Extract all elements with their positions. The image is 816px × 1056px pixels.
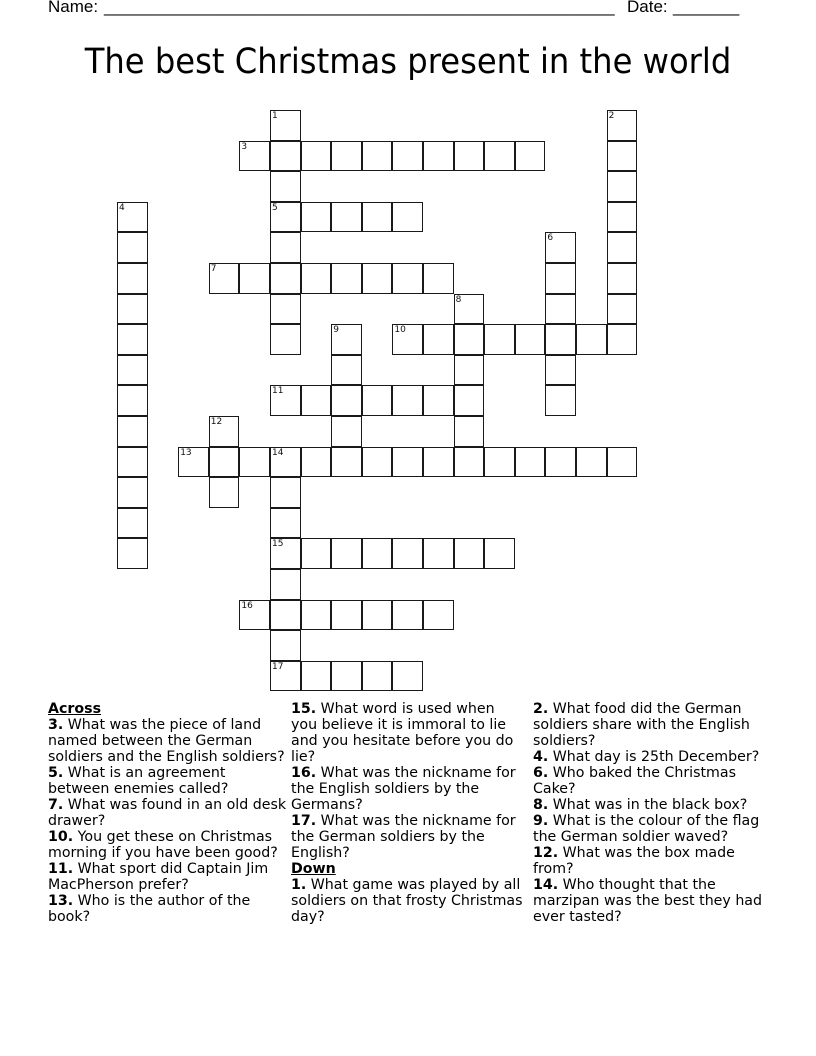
grid-cell[interactable] bbox=[270, 569, 301, 600]
grid-cell[interactable] bbox=[454, 385, 485, 416]
grid-cell[interactable] bbox=[392, 263, 423, 294]
grid-cell[interactable] bbox=[423, 447, 454, 478]
clue-across-15: 15. What word is used when you believe it is immoral to lie and you hesitate before you do lie? bbox=[291, 701, 514, 765]
grid-cell[interactable] bbox=[392, 600, 423, 631]
clue-number: 8 bbox=[455, 294, 462, 305]
grid-cell[interactable] bbox=[301, 661, 332, 692]
grid-cell[interactable] bbox=[209, 477, 240, 508]
page-title: The best Christmas present in the world bbox=[84, 42, 732, 82]
grid-cell[interactable] bbox=[362, 447, 393, 478]
grid-cell[interactable] bbox=[209, 263, 240, 294]
grid-cell[interactable] bbox=[301, 263, 332, 294]
clue-number: 11 bbox=[272, 386, 284, 397]
grid-cell[interactable] bbox=[270, 447, 301, 478]
grid-cell[interactable] bbox=[270, 385, 301, 416]
grid-cell[interactable] bbox=[607, 171, 638, 202]
clue-number: 12 bbox=[210, 417, 223, 427]
grid-cell[interactable] bbox=[607, 202, 638, 233]
grid-cell[interactable] bbox=[454, 416, 485, 447]
grid-cell[interactable] bbox=[362, 538, 393, 569]
name-label: Name: bbox=[48, 0, 99, 16]
clue-across-13: 13. Who is the author of the book? bbox=[48, 893, 251, 925]
clue-down-12: 12. What was the box made from? bbox=[533, 845, 735, 877]
grid-cell[interactable] bbox=[270, 477, 301, 508]
clue-number: 7 bbox=[210, 264, 217, 274]
grid-cell[interactable] bbox=[301, 385, 332, 416]
grid-cell[interactable] bbox=[239, 263, 270, 294]
grid-cell[interactable] bbox=[392, 324, 423, 355]
grid-cell[interactable] bbox=[117, 385, 148, 416]
grid-cell[interactable] bbox=[607, 232, 638, 263]
grid-cell[interactable] bbox=[607, 141, 638, 172]
date-field[interactable]: _______ bbox=[673, 0, 740, 16]
grid-cell[interactable] bbox=[239, 600, 270, 631]
clue-across-17: 17. What was the nickname for the German soldiers by the English? bbox=[291, 813, 516, 861]
clue-across-11: 11. What sport did Captain Jim MacPherson prefer? bbox=[48, 861, 269, 893]
clue-across-7: 7. What was found in an old desk drawer? bbox=[48, 797, 287, 829]
grid-cell[interactable] bbox=[545, 294, 576, 325]
grid-cell[interactable] bbox=[301, 538, 332, 569]
clue-number: 2 bbox=[608, 111, 615, 121]
grid-cell[interactable] bbox=[454, 294, 485, 325]
grid-cell[interactable] bbox=[423, 141, 454, 172]
grid-cell[interactable] bbox=[301, 600, 332, 631]
grid-cell[interactable] bbox=[117, 508, 148, 539]
grid-cell[interactable] bbox=[331, 141, 362, 172]
grid-cell[interactable] bbox=[301, 202, 332, 233]
clue-number: 5 bbox=[272, 202, 278, 213]
grid-cell[interactable] bbox=[515, 447, 546, 478]
clue-number: 9 bbox=[333, 325, 339, 336]
clue-down-9: 9. What is the colour of the flag the German soldier waved? bbox=[533, 813, 760, 845]
grid-cell[interactable] bbox=[545, 385, 576, 416]
grid-cell[interactable] bbox=[270, 600, 301, 631]
grid-cell[interactable] bbox=[362, 600, 393, 631]
clues-column-2 bbox=[291, 701, 525, 925]
grid-cell[interactable] bbox=[392, 202, 423, 233]
clue-down-2: 2. What food did the German soldiers share with the English soldiers? bbox=[533, 701, 750, 749]
grid-cell[interactable] bbox=[239, 141, 270, 172]
grid-cell[interactable] bbox=[423, 600, 454, 631]
clue-number: 16 bbox=[241, 600, 253, 611]
grid-cell[interactable] bbox=[331, 447, 362, 478]
clue-across-3: 3. What was the piece of land named between the German soldiers and the English soldiers? bbox=[48, 717, 285, 765]
grid-cell[interactable] bbox=[362, 661, 393, 692]
grid-cell[interactable] bbox=[301, 141, 332, 172]
grid-cell[interactable] bbox=[117, 416, 148, 447]
grid-cell[interactable] bbox=[576, 324, 607, 355]
grid-cell[interactable] bbox=[270, 141, 301, 172]
grid-cell[interactable] bbox=[454, 141, 485, 172]
grid-cell[interactable] bbox=[423, 263, 454, 294]
clue-number: 15 bbox=[272, 539, 284, 550]
clue-across-10: 10. You get these on Christmas morning if you have been good? bbox=[48, 829, 278, 861]
grid-cell[interactable] bbox=[331, 202, 362, 233]
clue-number: 1 bbox=[272, 111, 278, 121]
grid-cell[interactable] bbox=[454, 447, 485, 478]
grid-cell[interactable] bbox=[270, 538, 301, 569]
grid-cell[interactable] bbox=[484, 141, 515, 172]
across-heading: Across bbox=[48, 701, 102, 717]
grid-cell[interactable] bbox=[545, 263, 576, 294]
grid-cell[interactable] bbox=[331, 416, 362, 447]
grid-cell[interactable] bbox=[331, 661, 362, 692]
grid-cell[interactable] bbox=[209, 447, 240, 478]
clue-down-8: 8. What was in the black box? bbox=[533, 797, 748, 813]
grid-cell[interactable] bbox=[270, 171, 301, 202]
name-field[interactable]: ______________________________________________________ bbox=[104, 0, 615, 16]
grid-cell[interactable] bbox=[362, 263, 393, 294]
grid-cell[interactable] bbox=[392, 447, 423, 478]
grid-cell[interactable] bbox=[270, 202, 301, 233]
grid-cell[interactable] bbox=[545, 447, 576, 478]
grid-cell[interactable] bbox=[515, 141, 546, 172]
grid-cell[interactable] bbox=[270, 324, 301, 355]
grid-cell[interactable] bbox=[484, 324, 515, 355]
grid-cell[interactable] bbox=[331, 324, 362, 355]
clue-down-14: 14. Who thought that the marzipan was the best they had ever tasted? bbox=[533, 877, 763, 925]
clue-down-6: 6. Who baked the Christmas Cake? bbox=[533, 765, 736, 797]
grid-cell[interactable] bbox=[515, 324, 546, 355]
grid-cell[interactable] bbox=[545, 324, 576, 355]
grid-cell[interactable] bbox=[484, 447, 515, 478]
clues-column-3 bbox=[533, 701, 767, 925]
grid-cell[interactable] bbox=[392, 385, 423, 416]
grid-cell[interactable] bbox=[301, 447, 332, 478]
grid-cell[interactable] bbox=[209, 416, 240, 447]
grid-cell[interactable] bbox=[239, 447, 270, 478]
clue-number: 3 bbox=[241, 141, 248, 152]
grid-cell[interactable] bbox=[331, 538, 362, 569]
grid-cell[interactable] bbox=[362, 202, 393, 233]
grid-cell[interactable] bbox=[117, 263, 148, 294]
grid-cell[interactable] bbox=[331, 263, 362, 294]
grid-cell[interactable] bbox=[392, 661, 423, 692]
clue-across-5: 5. What is an agreement between enemies called? bbox=[48, 765, 229, 797]
grid-cell[interactable] bbox=[117, 294, 148, 325]
grid-cell[interactable] bbox=[331, 355, 362, 386]
grid-cell[interactable] bbox=[545, 355, 576, 386]
grid-cell[interactable] bbox=[117, 324, 148, 355]
grid-cell[interactable] bbox=[362, 385, 393, 416]
grid-cell[interactable] bbox=[117, 538, 148, 569]
grid-cell[interactable] bbox=[454, 355, 485, 386]
grid-cell[interactable] bbox=[392, 141, 423, 172]
grid-cell[interactable] bbox=[576, 447, 607, 478]
grid-cell[interactable] bbox=[484, 538, 515, 569]
grid-cell[interactable] bbox=[270, 508, 301, 539]
clues-column-1 bbox=[48, 701, 288, 925]
grid-cell[interactable] bbox=[545, 232, 576, 263]
grid-cell[interactable] bbox=[117, 232, 148, 263]
grid-cell[interactable] bbox=[117, 202, 148, 233]
grid-cell[interactable] bbox=[270, 263, 301, 294]
clue-number: 4 bbox=[119, 202, 125, 213]
down-heading: Down bbox=[291, 861, 336, 877]
grid-cell[interactable] bbox=[270, 232, 301, 263]
clue-number: 6 bbox=[547, 233, 554, 244]
grid-cell[interactable] bbox=[117, 477, 148, 508]
grid-cell[interactable] bbox=[362, 141, 393, 172]
clue-number: 14 bbox=[272, 447, 284, 458]
grid-cell[interactable] bbox=[607, 324, 638, 355]
grid-cell[interactable] bbox=[270, 630, 301, 661]
grid-cell[interactable] bbox=[607, 263, 638, 294]
grid-cell[interactable] bbox=[270, 661, 301, 692]
grid-cell[interactable] bbox=[392, 538, 423, 569]
clue-number: 13 bbox=[180, 447, 192, 458]
date-label: Date: bbox=[627, 0, 668, 16]
grid-cell[interactable] bbox=[607, 447, 638, 478]
clue-down-1: 1. What game was played by all soldiers on that frosty Christmas day? bbox=[291, 877, 523, 925]
clue-across-16: 16. What was the nickname for the English soldiers by the Germans? bbox=[291, 765, 516, 813]
grid-cell[interactable] bbox=[178, 447, 209, 478]
grid-cell[interactable] bbox=[117, 447, 148, 478]
grid-cell[interactable] bbox=[331, 600, 362, 631]
grid-cell[interactable] bbox=[607, 110, 638, 141]
grid-cell[interactable] bbox=[117, 355, 148, 386]
grid-cell[interactable] bbox=[331, 385, 362, 416]
grid-cell[interactable] bbox=[270, 294, 301, 325]
grid-cell[interactable] bbox=[607, 294, 638, 325]
clue-number: 10 bbox=[394, 325, 406, 336]
grid-cell[interactable] bbox=[454, 324, 485, 355]
clue-number: 17 bbox=[272, 661, 284, 672]
clue-down-4: 4. What day is 25th December? bbox=[533, 749, 760, 765]
grid-cell[interactable] bbox=[423, 538, 454, 569]
grid-cell[interactable] bbox=[454, 538, 485, 569]
grid-cell[interactable] bbox=[423, 324, 454, 355]
grid-cell[interactable] bbox=[270, 110, 301, 141]
grid-cell[interactable] bbox=[423, 385, 454, 416]
